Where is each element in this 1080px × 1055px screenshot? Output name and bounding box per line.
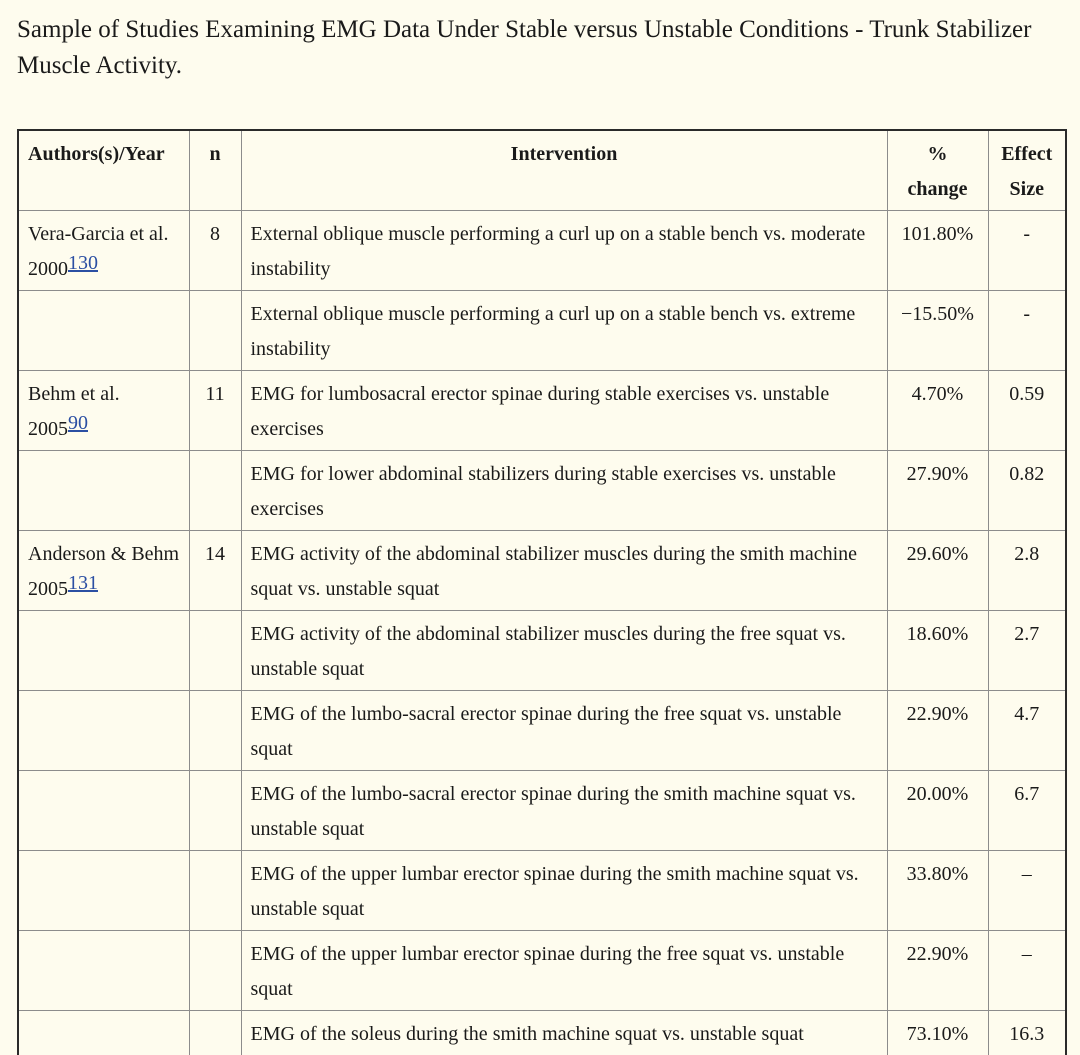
cell-n (189, 451, 241, 531)
cell-effect-size: – (988, 931, 1066, 1011)
cell-authors (18, 451, 189, 531)
cell-effect-size: 4.7 (988, 691, 1066, 771)
header-intervention: Intervention (241, 130, 887, 211)
cell-percent-change: 22.90% (887, 931, 988, 1011)
cell-intervention: EMG of the upper lumbar erector spinae during the free squat vs. unstable squat (241, 931, 887, 1011)
table-row (18, 771, 1066, 851)
table-body (18, 211, 1066, 1055)
citation-ref (68, 412, 88, 434)
table-row (18, 931, 1066, 1011)
authors-text: Behm et al. 2005 (28, 383, 120, 440)
cell-effect-size: 2.7 (988, 611, 1066, 691)
header-effect-size (988, 130, 1066, 211)
cell-authors (18, 691, 189, 771)
cell-authors (18, 211, 189, 291)
cell-percent-change: 33.80% (887, 851, 988, 931)
cell-authors (18, 771, 189, 851)
cell-intervention: EMG activity of the abdominal stabilizer muscles during the free squat vs. unstable squat (241, 611, 887, 691)
cell-percent-change: 22.90% (887, 691, 988, 771)
cell-authors (18, 931, 189, 1011)
cell-n (189, 691, 241, 771)
cell-intervention: EMG of the upper lumbar erector spinae during the smith machine squat vs. unstable squat (241, 851, 887, 931)
header-percent-line2: change (908, 178, 968, 200)
cell-percent-change: 4.70% (887, 371, 988, 451)
cell-authors (18, 371, 189, 451)
header-n: n (189, 130, 241, 211)
citation-ref (68, 572, 98, 594)
cell-n: 14 (189, 531, 241, 611)
header-effect-line2: Size (1010, 178, 1044, 200)
citation-link[interactable]: 131 (68, 572, 98, 594)
table-row (18, 1011, 1066, 1055)
table-row (18, 291, 1066, 371)
cell-effect-size: 0.59 (988, 371, 1066, 451)
cell-effect-size: - (988, 291, 1066, 371)
cell-n: 8 (189, 211, 241, 291)
header-percent-change (887, 130, 988, 211)
cell-n (189, 851, 241, 931)
cell-intervention: EMG activity of the abdominal stabilizer muscles during the smith machine squat vs. unstable squat (241, 531, 887, 611)
cell-intervention: EMG of the lumbo-sacral erector spinae during the smith machine squat vs. unstable squat (241, 771, 887, 851)
table-row (18, 531, 1066, 611)
cell-intervention: External oblique muscle performing a curl up on a stable bench vs. moderate instability (241, 211, 887, 291)
header-authors-year: Authors(s)/Year (18, 130, 189, 211)
cell-percent-change: 101.80% (887, 211, 988, 291)
cell-n (189, 611, 241, 691)
cell-percent-change: 73.10% (887, 1011, 988, 1055)
cell-intervention: EMG of the lumbo-sacral erector spinae during the free squat vs. unstable squat (241, 691, 887, 771)
cell-intervention: EMG for lumbosacral erector spinae during stable exercises vs. unstable exercises (241, 371, 887, 451)
table-title: Sample of Studies Examining EMG Data Under Stable versus Unstable Conditions - Trunk Stabilizer Muscle Activity. (17, 12, 1057, 84)
cell-n (189, 771, 241, 851)
cell-authors (18, 851, 189, 931)
cell-percent-change: −15.50% (887, 291, 988, 371)
cell-effect-size: 6.7 (988, 771, 1066, 851)
cell-intervention: EMG for lower abdominal stabilizers during stable exercises vs. unstable exercises (241, 451, 887, 531)
authors-text: Anderson & Behm 2005 (28, 543, 179, 600)
cell-authors (18, 291, 189, 371)
citation-link[interactable]: 90 (68, 412, 88, 434)
cell-intervention: EMG of the soleus during the smith machine squat vs. unstable squat (241, 1011, 887, 1055)
cell-authors (18, 531, 189, 611)
cell-percent-change: 27.90% (887, 451, 988, 531)
cell-effect-size: 2.8 (988, 531, 1066, 611)
header-row (18, 130, 1066, 211)
citation-link[interactable]: 130 (68, 252, 98, 274)
table-row (18, 691, 1066, 771)
header-effect-line1: Effect (1001, 143, 1052, 165)
cell-effect-size: - (988, 211, 1066, 291)
header-percent-line1: % (928, 143, 948, 165)
cell-n (189, 1011, 241, 1055)
table-row (18, 611, 1066, 691)
cell-authors (18, 1011, 189, 1055)
cell-percent-change: 20.00% (887, 771, 988, 851)
cell-n: 11 (189, 371, 241, 451)
table-row (18, 211, 1066, 291)
cell-intervention: External oblique muscle performing a curl up on a stable bench vs. extreme instability (241, 291, 887, 371)
cell-n (189, 291, 241, 371)
cell-authors (18, 611, 189, 691)
cell-percent-change: 18.60% (887, 611, 988, 691)
table-row (18, 371, 1066, 451)
emg-studies-table (17, 129, 1067, 1055)
cell-n (189, 931, 241, 1011)
cell-effect-size: 0.82 (988, 451, 1066, 531)
table-row (18, 851, 1066, 931)
cell-effect-size: 16.3 (988, 1011, 1066, 1055)
citation-ref (68, 252, 98, 274)
authors-text: Vera-Garcia et al. 2000 (28, 223, 168, 280)
table-header (18, 130, 1066, 211)
cell-effect-size: – (988, 851, 1066, 931)
cell-percent-change: 29.60% (887, 531, 988, 611)
table-row (18, 451, 1066, 531)
